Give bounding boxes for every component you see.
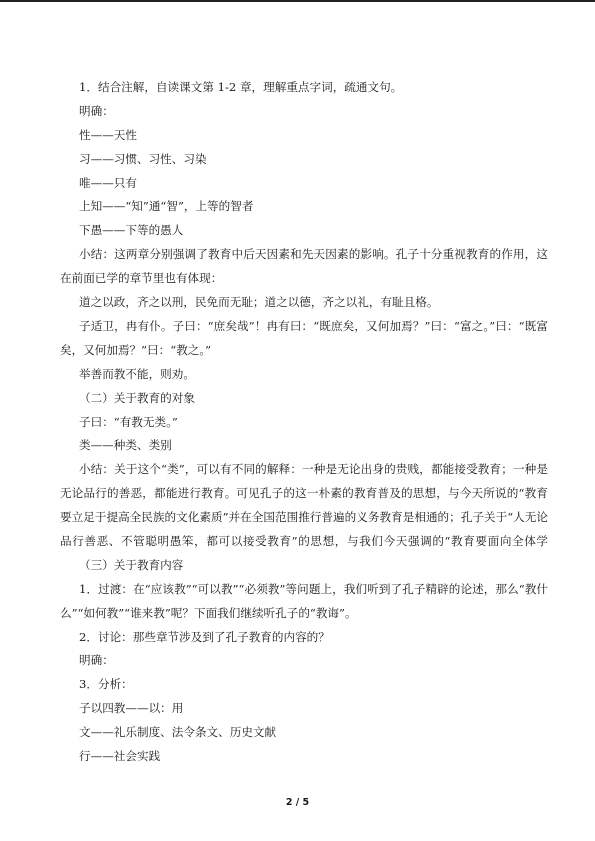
- quote-daozhiyizheng: 道之以政，齐之以刑，民免而无耻；道之以德，齐之以礼，有耻且格。: [79, 295, 439, 310]
- gloss-lei: 类——种类、类别: [79, 438, 172, 453]
- quote-jushan: 举善而教不能，则劝。: [79, 366, 195, 381]
- gloss-shangzhi: 上知——“知”通“智”，上等的智者: [79, 199, 254, 214]
- gloss-wei: 唯——只有: [79, 175, 137, 190]
- analysis-label: 3．分析：: [79, 677, 133, 692]
- clarify-label: 明确：: [79, 103, 114, 118]
- page-number: 2 / 5: [285, 797, 310, 808]
- summary-paragraph-1: 小结：这两章分别强调了教育中后天因素和先天因素的影响。孔子十分重视教育的作用，这在前面已学的章节里也有体现：: [60, 247, 548, 286]
- transition-paragraph: 1．过渡：在“应该教”“可以教”“必须教”等问题上，我们听到了孔子精辟的论述，那么“教什么”“如何教”“谁来教”呢？下面我们继续听孔子的“教诲”。: [60, 581, 548, 620]
- section-heading-3: （三）关于教育内容: [79, 557, 184, 572]
- section-heading-2: （二）关于教育的对象: [79, 390, 195, 405]
- gloss-xing: 性——天性: [79, 127, 137, 142]
- gloss-xiayu: 下愚——下等的愚人: [79, 223, 184, 238]
- step-1-text: 1．结合注解，自读课文第 1-2 章，理解重点字词，疏通文句。: [79, 80, 403, 94]
- gloss-xing-practice: 行——社会实践: [79, 749, 161, 764]
- gloss-xi: 习——习惯、习性、习染: [79, 151, 207, 166]
- quote-zishiwei: 子适卫，冉有仆。子曰：“庶矣哉”！冉有曰：“既庶矣，又何加焉？”曰：“富之。”曰：“既富矣，又何加焉？”曰：“教之。”: [60, 318, 548, 357]
- page-top-rule: [0, 0, 595, 2]
- discussion-text: 2．讨论：那些章节涉及到了孔子教育的内容的？: [79, 629, 330, 644]
- gloss-wen: 文——礼乐制度、法令条文、历史文献: [79, 725, 277, 740]
- gloss-zisijiao: 子以四教——以：用: [79, 701, 184, 716]
- document-body: [60, 76, 548, 769]
- quote-youjiaowulei: 子曰：“有教无类。”: [79, 414, 178, 429]
- summary-paragraph-2: 小结：关于这个“类”，可以有不同的解释：一种是无论出身的贵贱，都能接受教育；一种是无论品行的善恶，都能进行教育。可见孔子的这一朴素的教育普及的思想，与今天所说的“教育要立足于提高全民族的文化素质”并在全国范围推行普遍的义务教育是相通的；孔子关于“人无论品行善恶、不管聪明愚笨，都可以接受教育”的思想，与我们今天强调的“教育要面向全体学: [60, 462, 548, 548]
- clarify-label-2: 明确：: [79, 653, 114, 668]
